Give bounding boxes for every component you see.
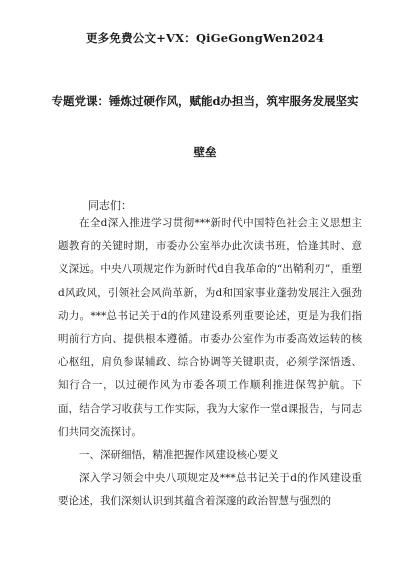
salutation: 同志们： [88, 199, 132, 212]
document-title-line-1: 专题党课：锤炼过硬作风，赋能d办担当，筑牢服务发展坚实 [51, 94, 359, 108]
section-heading-1: 一、深研细悟，精准把握作风建设核心要义 [79, 449, 279, 462]
paragraph-line: 作顺利推进保驾护航。下面，结合学习收获与工作实际，我为 [58, 379, 363, 415]
paragraph-line: 深入学习领会中央八项规定及***总书记关于d的作风建设 [79, 472, 352, 485]
body-paragraph-section-1 [58, 467, 362, 513]
paragraph-line: 论述，更是为我们指明前行方向、提供根本遵循。市委办公室 [58, 309, 362, 346]
paragraph-line: 大家作一堂d课报告，与同志们共同交流探讨。 [58, 402, 362, 438]
paragraph-line: 时、意义深远。中央八项规定作为新时代d自我革命的“出鞘 [58, 240, 363, 276]
watermark-header: 更多免费公文+VX：QiGeGongWen2024 [85, 31, 325, 45]
body-paragraph-intro [58, 212, 362, 444]
paragraph-line: 作为市委高效运转的核心枢纽，肩负参谋辅政、综合协调等关 [58, 333, 363, 369]
paragraph-line: 蓬勃发展注入强劲动力。***总书记关于d的作风建设系列重要 [58, 286, 362, 322]
document-title-line-2: 壁垒 [193, 145, 217, 159]
paragraph-line: 重要论述，我们深刻认识到其蕴含着深邃的政治智慧与强烈的 [58, 472, 362, 508]
paragraph-line: 在全d深入推进学习贯彻***新时代中国特色社会主义思想 [79, 217, 352, 229]
paragraph-line: 主题教育的关键时期，市委办公室举办此次读书班，恰逢其 [58, 217, 362, 253]
paragraph-line: 键职责，必须学深悟透、知行合一，以过硬作风为市委各项工 [58, 356, 363, 392]
paragraph-line: 利刃”，重塑d风政风，引领社会风尚革新，为d和国家事业 [58, 263, 362, 299]
document-body [58, 212, 362, 514]
